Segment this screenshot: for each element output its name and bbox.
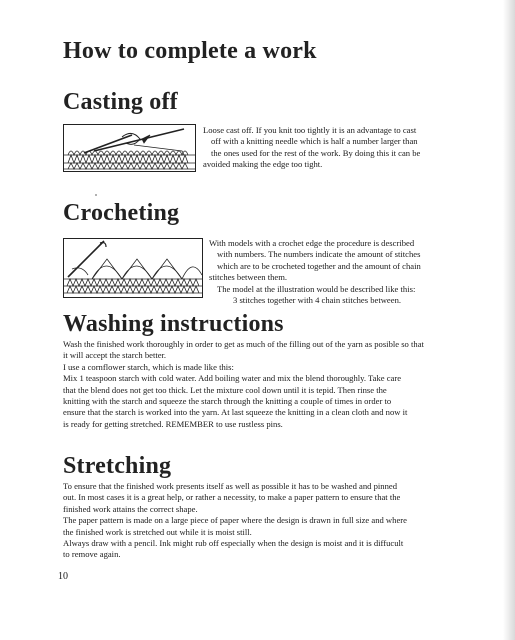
page-number: 10: [58, 571, 68, 582]
crocheting-line-4: stitches between them.: [209, 272, 288, 283]
speck: [95, 194, 97, 196]
page-title: How to complete a work: [63, 38, 317, 64]
washing-line-4: Mix 1 teaspoon starch with cold water. Add boiling water and mix the blend thoroughly. Take care: [63, 373, 402, 384]
crocheting-line-3: which are to be crocheted together and the amount of chain: [217, 260, 421, 271]
page-edge-shadow: [503, 0, 515, 640]
crocheting-line-1: With models with a crochet edge the procedure is described: [209, 238, 415, 248]
washing-line-5: that the blend does not get too thick. Let the mixture cool down until it is tepid. Then rinse the: [63, 384, 387, 395]
casting-off-line-2: off with a knitting needle which is half a number larger than: [211, 136, 418, 147]
crocheting-line-2: with numbers. The numbers indicate the amount of stitches: [217, 249, 421, 260]
casting-off-drawing: [64, 125, 195, 171]
crocheting-line-6: 3 stitches together with 4 chain stitches between.: [233, 295, 402, 306]
crocheting-illustration: [63, 238, 203, 298]
washing-text: [63, 339, 448, 430]
washing-line-6: knitting with the starch and squeeze the starch through the knitting a couple of times in order to: [63, 396, 392, 407]
washing-heading: Washing instructions: [63, 311, 284, 337]
stretching-line-6: Always draw with a pencil. Ink might rub off especially when the design is moist and it is diffucult: [63, 538, 404, 549]
casting-off-line-3: the ones used for the rest of the work. By doing this it can be: [211, 147, 421, 158]
crocheting-text: [209, 238, 454, 306]
washing-line-1: Wash the finished work thoroughly in order to get as much of the filling out of the yarn as posible so that: [63, 339, 424, 349]
washing-line-7: ensure that the starch is worked into the yarn. At last squeeze the knitting in a clean cloth and now it: [63, 407, 408, 418]
crocheting-drawing: [64, 239, 202, 297]
stretching-line-4: The paper pattern is made on a large piece of paper where the design is drawn in full size and where: [63, 515, 407, 526]
stretching-line-1: To ensure that the finished work presents itself as well as possible it has to be washed and pinned: [63, 481, 398, 491]
stretching-line-7: to remove again.: [63, 549, 121, 560]
casting-off-heading: Casting off: [63, 89, 178, 115]
crocheting-line-5: The model at the illustration would be described like this:: [217, 283, 416, 294]
stretching-heading: Stretching: [63, 453, 172, 479]
casting-off-line-4: avoided making the edge too tight.: [203, 159, 323, 170]
stretching-line-2: out. In most cases it is a great help, or rather a necessity, to make a paper pattern to ensure that the: [63, 492, 401, 503]
stretching-line-3: finished work attains the correct shape.: [63, 503, 198, 514]
casting-off-text: [203, 125, 443, 171]
casting-off-line-1: Loose cast off. If you knit too tightly it is an advantage to cast: [203, 125, 417, 135]
stretching-text: [63, 481, 448, 561]
casting-off-illustration: [63, 124, 196, 172]
washing-line-2: it will accept the starch better.: [63, 350, 167, 361]
washing-line-8: is ready for getting stretched. REMEMBER to use rustless pins.: [63, 418, 283, 429]
washing-line-3: I use a cornflower starch, which is made like this:: [63, 361, 234, 372]
stretching-line-5: the finished work is stretched out while it is moist still.: [63, 526, 252, 537]
crocheting-heading: Crocheting: [63, 200, 180, 226]
